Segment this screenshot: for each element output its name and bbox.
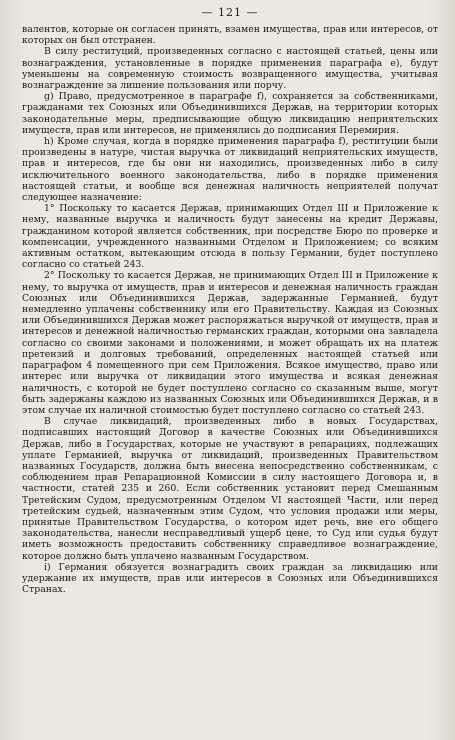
paragraph-restitution: В силу реституций, произведенных согласно с настоящей статьей, цены или вознаграждения, установленные в порядке применения параграфа е), будут уменьшены на современную стоимость возвращенного имущества, учитывая вознаграждение за лишение пользования или порчу. [22,46,438,92]
paragraph-g: g) Право, предусмотренное в параграфе f), сохраняется за собственниками, гражданами тех Союзных или Объединившихся Держав, на территории которых законодательные меры, предписывающие общую ликвидацию неприятельских имуществ, прав или интересов, не применялись до подписания Перемирия. [22,91,438,136]
page-number: — 121 — [201,6,259,19]
paragraph-h-2: 2° Поскольку то касается Держав, не принимающих Отдел III и Приложение к нему, то выручка от имуществ, прав и интересов и денежная наличность граждан Союзных или Объединившихся Держав, задержанные Германией, будут немедленно уплачены собственнику или его Правительству. Каждая из Союзных или Объединившихся Держав может распоряжаться выручкой от имуществ, прав и интересов и денежной наличностью германских граждан, которыми она завладела согласно со своими законами и положениями, и может обращать их на платеж претензий и долговых требований, определенных настоящей статьей или параграфом 4 помещенного при сем Приложения. Всякое имущество, право или интерес или выручка от ликвидации этого имущества и всякая денежная наличность, с которой не будет поступлено согласно со сказанным выше, могут быть задержаны каждою из названных Союзных или Объединившихся Держав, и в этом случае их наличной стоимостью будет поступлено согласно со статьей 243. [22,270,438,416]
paragraph-continuation: валентов, которые он согласен принять, взамен имущества, прав или интересов, от которых он был отстранен. [22,24,438,47]
paragraph-h: h) Кроме случая, когда в порядке применения параграфа f), реституции были произведены в натуре, чистая выручка от ликвидаций неприятельских имуществ, прав и интересов, где бы они ни находились, произведенных либо в силу исключительного военного законодательства, либо в порядке применения настоящей статьи, и вообще вся денежная наличность неприятелей получат следующее назначение: [22,136,438,204]
paragraph-h-1: 1° Поскольку то касается Держав, принимающих Отдел III и Приложение к нему, названные выручка и наличность будут занесены на кредит Державы, гражданином которой является собственник, при посредстве Бюро по проверке и компенсации, учрежденного названными Отделом и Приложением; со всяким активным остатком, вытекающим отсюда в пользу Германии, будет поступлено согласно со статьей 243. [22,203,438,271]
paragraph-i: i) Германия обязуется вознаградить своих граждан за ликвидацию или удержание их имуществ, прав или интересов в Союзных или Объединившихся Странах. [22,561,438,596]
paragraph-liquidation: В случае ликвидаций, произведенных либо в новых Государствах, подписавших настоящий Договор в качестве Союзных или Объединившихся Держав, либо в Государствах, которые не участвуют в репарациях, подлежащих уплате Германией, выручка от ликвидаций, произведенных Правительством названных Государств, должна быть внесена непосредственно собственникам, с соблюдением прав Репарационной Комиссии в силу настоящего Договора и, в частности, статей 235 и 260. Если собственник установит перед Смешанным Третейским Судом, предусмотренным Отделом VI настоящей Части, или перед третейским судьей, назначенным этим Судом, что условия продажи или меры, принятые Правительством Государства, о котором идет речь, вне его общего законодательства, нанесли несправедливый ущерб цене, то Суд или судья будут иметь возможность предоставить собственнику справедливое вознаграждение, которое должно быть уплачено названным Государством. [22,416,438,562]
body-text [22,24,438,595]
